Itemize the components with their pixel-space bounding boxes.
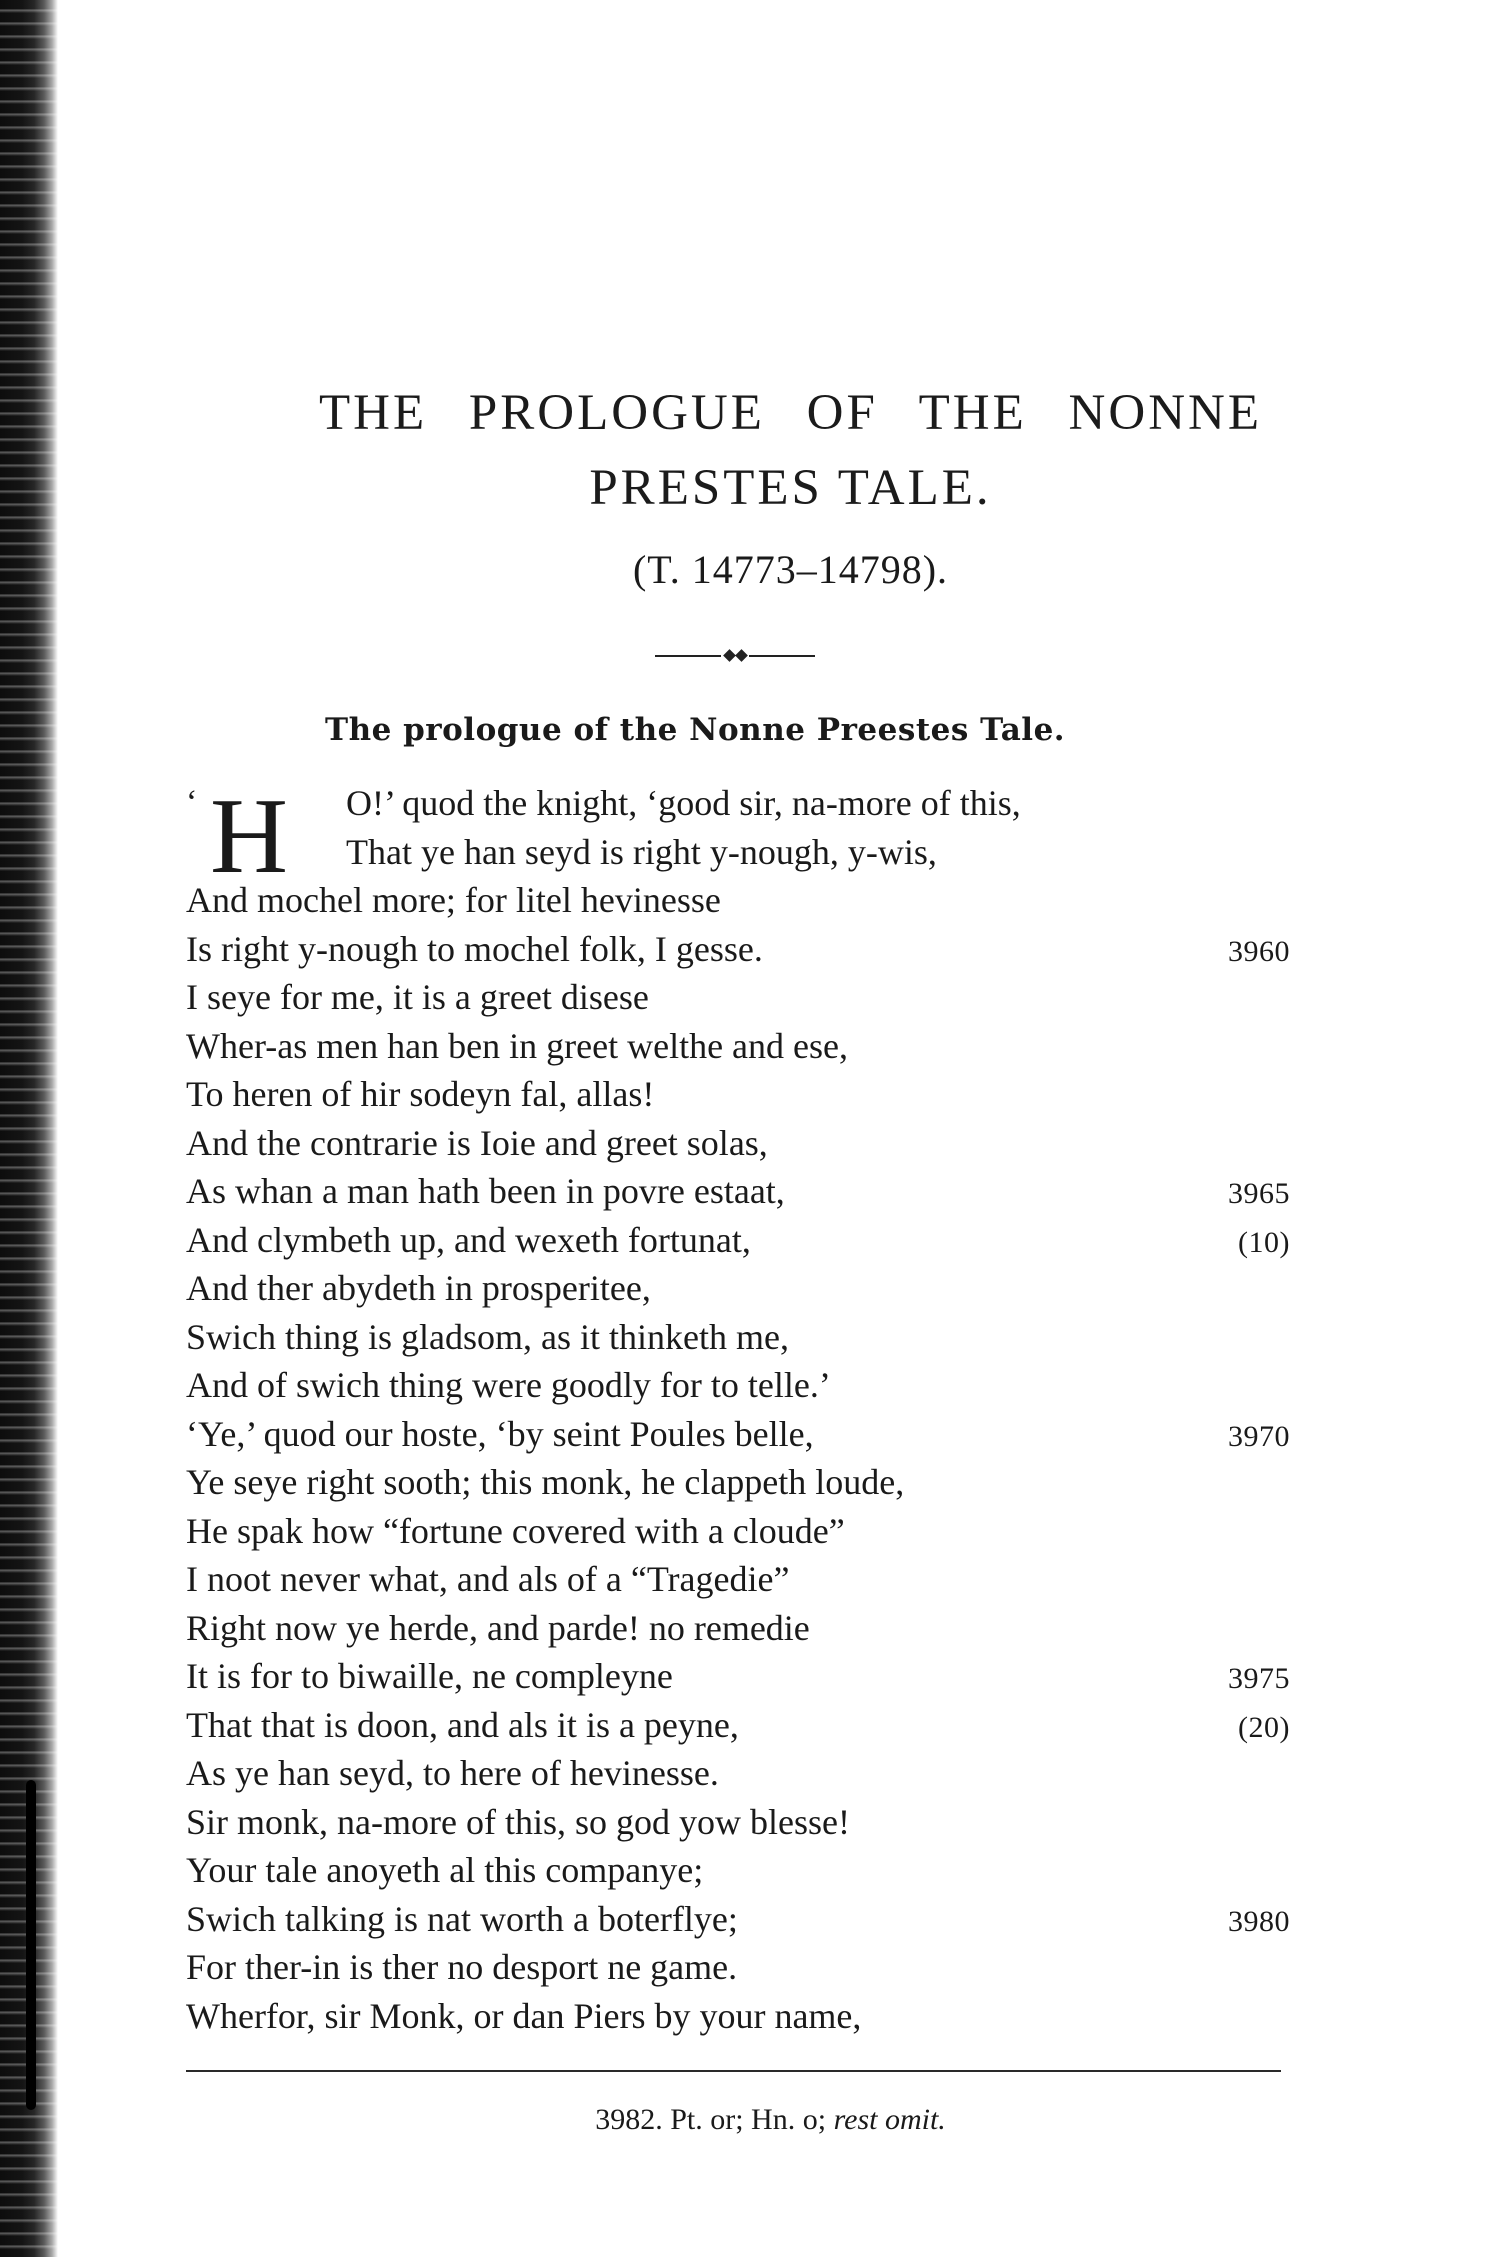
verse-line [186,1555,1286,1604]
verse-text: As whan a man hath been in povre estaat, [186,1171,785,1211]
verse-text: Is right y-nough to mochel folk, I gesse. [186,928,763,969]
verse-text: And mochel more; for litel hevinesse [186,880,721,920]
line-number: 3975 [1228,1662,1290,1695]
ornament-rule-right [749,655,815,657]
verse-line [186,1458,1286,1507]
verse-text: To heren of hir sodeyn fal, allas! [186,1074,655,1114]
verse-text: For ther-in is ther no desport ne game. [186,1947,738,1987]
line-number: 3965 [1228,1177,1290,1210]
verse-line [186,876,1286,925]
line-number: (20) [1238,1710,1290,1744]
verse-text: And the contrarie is Ioie and greet solas, [186,1122,768,1163]
verse-text: Your tale anoyeth al this companye; [186,1850,704,1890]
verse-text: Wher-as men han ben in greet welthe and ese, [186,1025,848,1066]
ornament-diamond [735,649,748,662]
page-title-line-1: THE PROLOGUE OF THE NONNE [318,385,1263,441]
line-number: (10) [1238,1225,1290,1259]
footnote [0,2098,1501,2142]
line-number: 3980 [1228,1904,1290,1938]
page-title-line-2: PRESTES TALE. [589,460,992,516]
verse-text: Ye seye right sooth; this monk, he clappeth loude, [186,1462,905,1502]
verse-text: And of swich thing were goodly for to telle.’ [186,1365,831,1405]
verse-line [186,1749,1286,1798]
verse-line [186,1022,1286,1071]
verse-line [186,828,1286,877]
verse-text: And ther abydeth in prosperitee, [186,1268,651,1308]
footnote-rule [186,2070,1281,2072]
opening-quote: ‘ [186,784,198,821]
verse-line [186,1410,1290,1459]
verse-line [186,973,1286,1022]
verse-line [186,1167,1290,1216]
verse-text: O!’ quod the knight, ‘good sir, na-more of this, [346,783,1021,823]
verse-line [186,1313,1286,1362]
verse-line [186,1216,1290,1265]
footnote-italic-text: rest omit. [833,2103,946,2136]
verse-line [186,1846,1286,1895]
line-number: 3970 [1228,1419,1290,1453]
verse-text: I seye for me, it is a greet disese [186,977,649,1017]
verse-line [186,925,1290,974]
verse-line [186,1992,1286,2041]
verse-text: It is for to biwaille, ne compleyne [186,1656,673,1696]
verse-text: He spak how “fortune covered with a cloude” [186,1510,845,1551]
section-heading: The prologue of the Nonne Preestes Tale. [325,712,1066,748]
verse-text: I noot never what, and als of a “Tragedie” [186,1559,790,1599]
ornament-rule-left [655,655,721,657]
verse-line [186,1798,1286,1847]
verse-line [186,1070,1286,1119]
line-number: 3960 [1228,934,1290,968]
verse-text: Wherfor, sir Monk, or dan Piers by your name, [186,1995,862,2036]
verse-line [186,1361,1286,1410]
verse-line [186,1604,1286,1653]
verse-line [186,1895,1290,1944]
verse-line [186,1943,1286,1992]
verse-line [186,1507,1286,1556]
line-range: (T. 14773–14798). [632,547,949,592]
poem-body [186,777,1290,2040]
verse-line [186,1264,1286,1313]
verse-line [186,1119,1286,1168]
verse-text: Swich talking is nat worth a boterflye; [186,1898,738,1939]
footnote-text: 3982. Pt. or; Hn. o; [595,2103,834,2136]
drop-cap: H [210,777,288,896]
verse-line [186,1652,1290,1701]
verse-text: That that is doon, and als it is a peyne, [186,1704,739,1745]
verse-text: Swich thing is gladsom, as it thinketh me, [186,1316,789,1357]
verse-text: And clymbeth up, and wexeth fortunat, [186,1219,751,1260]
ornament-diamond [723,649,736,662]
verse-text: Sir monk, na-more of this, so god yow blesse! [186,1801,850,1842]
ornament-divider [655,650,815,662]
verse-line [186,1701,1290,1750]
verse-text: ‘Ye,’ quod our hoste, ‘by seint Poules belle, [186,1413,814,1454]
verse-text: Right now ye herde, and parde! no remedie [186,1607,810,1648]
verse-text: That ye han seyd is right y-nough, y-wis, [346,831,937,872]
verse-text: As ye han seyd, to here of hevinesse. [186,1753,719,1793]
